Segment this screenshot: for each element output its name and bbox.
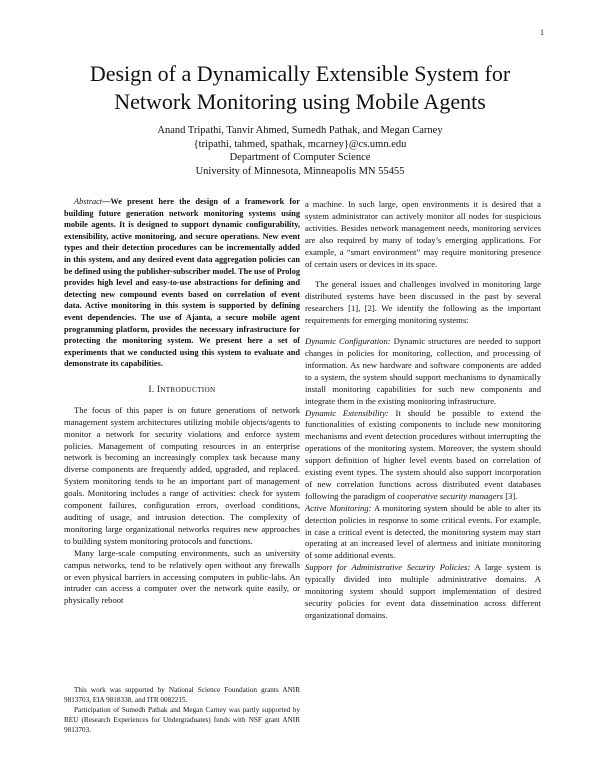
right-column bbox=[305, 199, 541, 622]
footnotes bbox=[64, 685, 300, 735]
department: Department of Computer Science bbox=[229, 152, 371, 163]
right-paragraph-1: a machine. In such large, open environments it is desired that a system administrator can actively monitor all nodes for suspicious activities. Besides network management needs, monitoring services are also required by many of today’s emerging applications. For example, a “smart environment” may require monitoring presence of certain users or devices in its space. bbox=[305, 199, 541, 269]
university: University of Minnesota, Minneapolis MN 55455 bbox=[195, 165, 405, 177]
author-block bbox=[0, 124, 600, 178]
section-heading-introduction: I. INTRODUCTION bbox=[148, 383, 216, 394]
footnote-2: Participation of Sumedh Pathak and Megan Carney was partly supported by REU (Research Experiences for Undergraduates) funds with NSF grant ANIR 9813703. bbox=[64, 706, 300, 734]
author-emails: {tripathi, tahmed, spathak, mcarney}@cs.umn.edu bbox=[193, 138, 407, 150]
footnote-1: This work was supported by National Science Foundation grants ANIR 9813703, EIA 9818338, and ITR 0082215. bbox=[64, 686, 300, 704]
right-paragraph-2: The general issues and challenges involved in monitoring large distributed systems have been discussed in the past by several researchers [1], [2]. We identify the following as the important requirements for emerging monitoring systems: bbox=[305, 279, 541, 326]
title-line-2: Network Monitoring using Mobile Agents bbox=[114, 89, 486, 114]
abstract-text: —We present here the design of a framework for building future generation network monitoring systems using mobile agents. It is designed to support dynamic configurability, extensibility, active monitoring, and secure operations. New event types and their detection procedures can be incrementally added in this system, and any desired event data aggregation policies can be defined using the publisher-subscriber model. The use of Prolog provides high level and easy-to-use abstractions for defining and detecting new compound events based on correlation of event data. Active monitoring in this system is supported by defining event dependencies. The use of Ajanta, a secure mobile agent programming platform, provides the necessary infrastructure for protecting the monitoring system. We present here a set of experiments that we conducted using this system to evaluate and demonstrate its capabilities. bbox=[64, 197, 300, 369]
requirement-active-monitoring: Active Monitoring: A monitoring system should be able to alter its detection policies in response to some critical events. For example, in case a critical event is detected, the monitoring system may start operating at an increased level of alertness and initiate monitoring of some additional events. bbox=[305, 502, 541, 561]
title-line-1: Design of a Dynamically Extensible System for bbox=[89, 61, 511, 86]
left-column bbox=[64, 196, 300, 607]
abstract bbox=[64, 196, 300, 370]
requirement-dynamic-extensibility: Dynamic Extensibility: It should be possible to extend the functionalities of existing components to include new monitoring mechanisms and event detection procedures without interrupting the operations of the monitoring system. Moreover, the system should support definition of higher level events based on correlation of existing event types. The system should also support incorporation of new correlation functions across distributed event databases following the paradigm of cooperative security managers [3]. bbox=[305, 407, 541, 501]
page-number: 1 bbox=[540, 28, 544, 37]
requirement-dynamic-configuration: Dynamic Configuration: Dynamic structures are needed to support changes in policies for monitoring, collection, and processing of information. As new hardware and software components are added to a system, the system should support mechanisms to dynamically install monitoring capabilities for such new components and integrate them in the existing monitoring infrastructure. bbox=[305, 336, 541, 406]
author-names: Anand Tripathi, Tanvir Ahmed, Sumedh Pathak, and Megan Carney bbox=[157, 125, 443, 136]
paper-title bbox=[0, 60, 600, 116]
abstract-label: Abstract bbox=[74, 197, 103, 206]
intro-paragraph-1: The focus of this paper is on future generations of network management system architectures utilizing mobile objects/agents to monitor a network for security violations and enforce system policies. Management of computing resources in an enterprise network is becoming an increasingly complex task because many diverse components are frequently added, upgraded, and replaced. System monitoring tends to be an important part of management goals. Monitoring includes a range of activities: check for system component failures, configuration errors, overload conditions, auditing of usage, and intrusion detection. The complexity of monitoring large organizational networks requires new approaches to building system monitoring protocols and functions. bbox=[64, 404, 300, 546]
requirement-admin-security-policies: Support for Administrative Security Policies: A large system is typically divided into multiple administrative domains. A monitoring system should support implementation of desired security policies for event data dissemination across different organizational domains. bbox=[305, 562, 541, 620]
intro-paragraph-2: Many large-scale computing environments, such as university campus networks, tend to be relatively open without any firewalls or even physical barriers in accessing computers in public-labs. An intruder can access a computer over the network quite easily, or physically reboot bbox=[64, 547, 300, 606]
